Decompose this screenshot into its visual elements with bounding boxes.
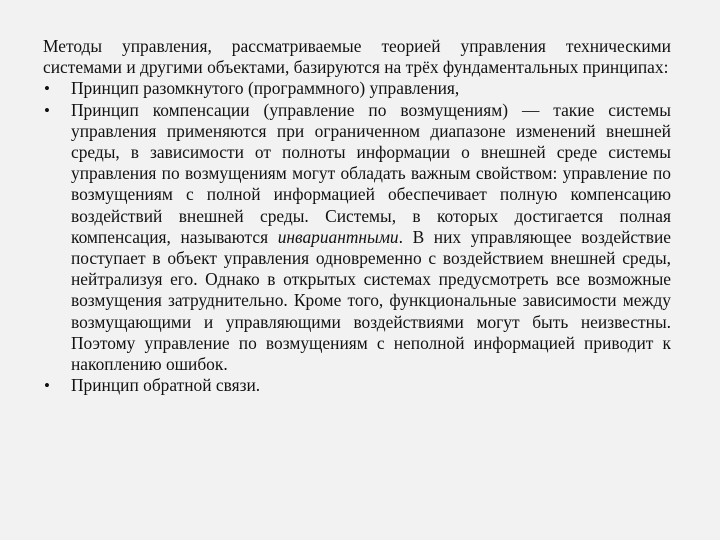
bullet-icon: • — [44, 376, 50, 396]
list-item-open-loop-principle — [43, 78, 671, 99]
list-item-compensation-principle — [43, 100, 671, 376]
emphasized-term: инвариантными — [277, 226, 399, 247]
principles-list — [43, 78, 671, 396]
slide-content — [43, 36, 671, 396]
list-item-text: Принцип обратной связи. — [71, 375, 261, 396]
list-item-text: Принцип компенсации (управление по возмущениям) — такие системы управления применяются при ограниченном диапазоне изменений внешней среды, в зависимости от полноты информации о внешней среде системы управления по возмущениям могут обладать важным свойством: управление по возмущениям с полной информацией обеспечивает полную компенсацию воздействий внешней среды. Системы, в которых достигается полная компенсация, называются — [71, 99, 671, 247]
intro-paragraph: Методы управления, рассматриваемые теорией управления техническими системами и другими объектами, базируются на трёх фундаментальных принципах: — [43, 36, 671, 78]
bullet-icon: • — [44, 79, 50, 99]
list-item-feedback-principle — [43, 375, 671, 396]
bullet-icon: • — [44, 100, 50, 120]
list-item-text: Принцип разомкнутого (программного) управления, — [71, 78, 460, 99]
list-item-text-continued: . В них управляющее воздействие поступает в объект управления одновременно с воздействием внешней среды, нейтрализуя его. Однако в открытых системах предусмотреть все возможные возмущения затруднительно. Кроме того, функциональные зависимости между возмущающими и управляющими воздействиями могут быть неизвестны. Поэтому управление по возмущениям с неполной информацией приводит к накоплению ошибок. — [71, 226, 671, 375]
